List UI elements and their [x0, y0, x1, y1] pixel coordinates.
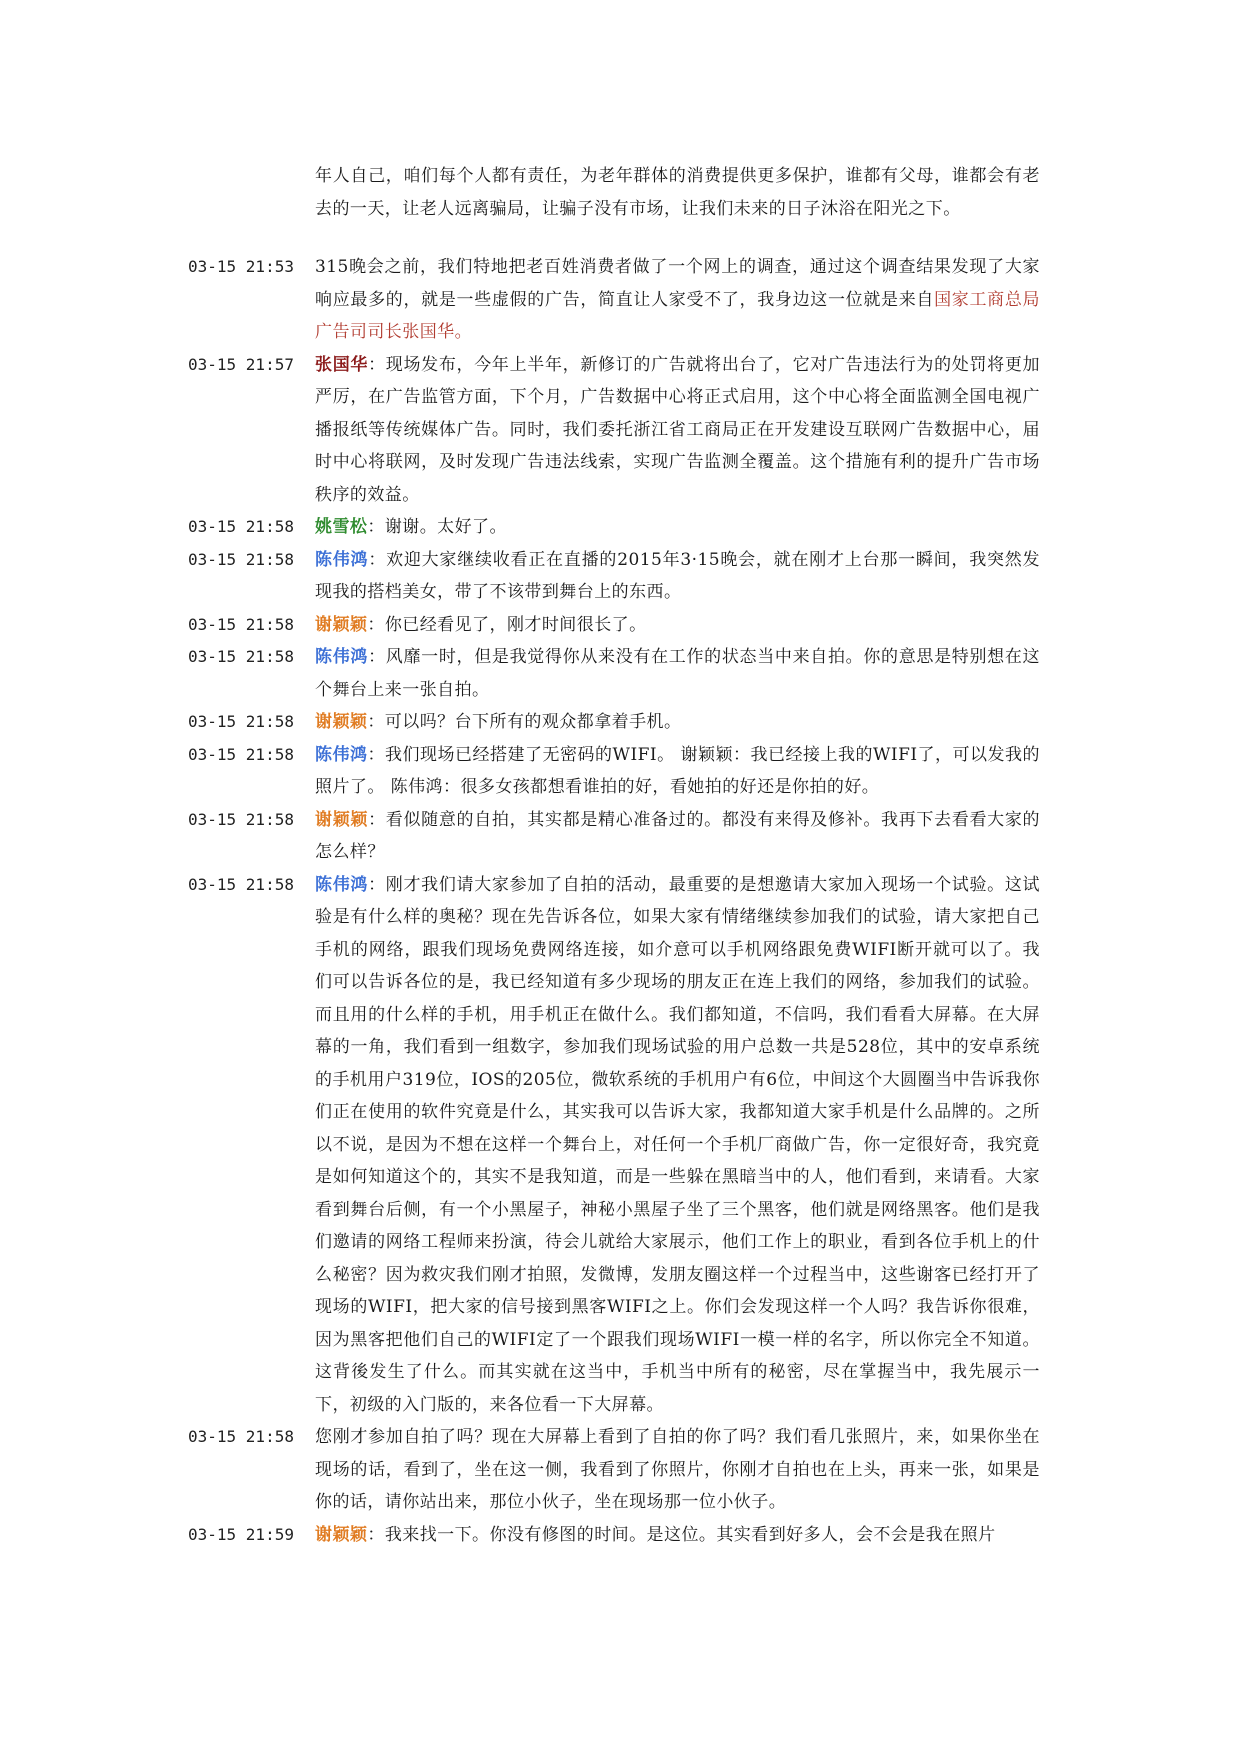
entry-timestamp: 03-15 21:59 — [188, 1524, 294, 1544]
entry-timestamp: 03-15 21:53 — [188, 257, 294, 276]
speaker-name: 陈伟鸿 — [315, 744, 368, 765]
speaker-name: 陈伟鸿 — [315, 549, 369, 570]
entry-timestamp: 03-15 21:58 — [188, 614, 294, 634]
speaker-colon: ： — [367, 614, 385, 635]
transcript-entry — [188, 160, 1040, 225]
entry-timestamp: 03-15 21:57 — [188, 354, 294, 374]
transcript-entry — [188, 804, 1040, 869]
entry-body — [315, 804, 1040, 869]
speech-text: 刚才我们请大家参加了自拍的活动，最重要的是想邀请大家加入现场一个试验。这试验是有什么样的奥秘？现在先告诉各位，如果大家有情绪继续参加我们的试验，请大家把自己手机的网络，跟我们现场免费网络连接，如介意可以手机网络跟免费WIFI断开就可以了。我们可以告诉各位的是，我已经知道有多少现场的朋友正在连上我们的网络，参加我们的试验。而且用的什么样的手机，用手机正在做什么。我们都知道，不信吗，我们看看大屏幕。在大屏幕的一角，我们看到一组数字，参加我们现场试验的用户总数一共是528位，其中的安卓系统的手机用户319位，IOS的205位，微软系统的手机用户有6位，中间这个大圆圈当中告诉我你们正在使用的软件究竟是什么，其实我可以告诉大家，我都知道大家手机是什么品牌的。之所以不说，是因为不想在这样一个舞台上，对任何一个手机厂商做广告，你一定很好奇，我究竟是如何知道这个的，其实不是我知道，而是一些躲在黑暗当中的人，他们看到，来请看。大家看到舞台后侧，有一个小黑屋子，神秘小黑屋子坐了三个黑客，他们就是网络黑客。他们是我们邀请的网络工程师来扮演，待会儿就给大家展示，他们工作上的职业，看到各位手机上的什么秘密？因为救灾我们刚才拍照，发微博，发朋友圈这样一个过程当中，这些谢客已经打开了现场的WIFI，把大家的信号接到黑客WIFI之上。你们会发现这样一个人吗？我告诉你很难，因为黑客把他们自己的WIFI定了一个跟我们现场WIFI一模一样的名字，所以你完全不知道。这背後发生了什么。而其实就在这当中，手机当中所有的秘密，尽在掌握当中，我先展示一下，初级的入门版的，来各位看一下大屏幕。 — [315, 874, 1041, 1415]
speaker-colon: ： — [367, 712, 385, 732]
entry-body — [315, 739, 1040, 804]
transcript-entry — [188, 869, 1040, 1422]
speaker-name: 谢颖颖 — [315, 809, 369, 830]
transcript-entry — [188, 739, 1040, 804]
transcript-entry — [188, 641, 1040, 706]
speech-text: 看似随意的自拍，其实都是精心准备过的。都没有来得及修补。我再下去看看大家的怎么样？ — [315, 809, 1041, 862]
speaker-name: 谢颖颖 — [315, 1524, 368, 1545]
speech-text: 您刚才参加自拍了吗？现在大屏幕上看到了自拍的你了吗？我们看几张照片，来，如果你坐在现场的话，看到了，坐在这一侧，我看到了你照片，你刚才自拍也在上头，再来一张，如果是你的话，请你站出来，那位小伙子，坐在现场那一位小伙子。 — [315, 1427, 1040, 1512]
speaker-colon: ： — [367, 1524, 385, 1545]
transcript-entry — [188, 349, 1040, 512]
entry-body — [315, 609, 1040, 642]
transcript-entry — [188, 609, 1040, 642]
entry-timestamp: 03-15 21:58 — [188, 712, 294, 731]
speaker-colon: ： — [368, 549, 387, 570]
speaker-colon: ： — [367, 517, 385, 537]
transcript-list — [188, 160, 1040, 1551]
speech-text: 我们现场已经搭建了无密码的WIFI。 谢颖颖：我已经接上我的WIFI了，可以发我的照片了。 陈伟鸿：很多女孩都想看谁拍的好，看她拍的好还是你拍的好。 — [315, 744, 1041, 797]
entry-body — [315, 1421, 1040, 1519]
speaker-name: 谢颖颖 — [315, 614, 368, 635]
speaker-colon: ： — [368, 354, 386, 375]
speech-text: 你已经看见了，刚才时间很长了。 — [384, 614, 647, 635]
speech-text: 我来找一下。你没有修图的时间。是这位。其实看到好多人，会不会是我在照片 — [384, 1524, 996, 1545]
entry-timestamp: 03-15 21:58 — [188, 517, 294, 536]
speaker-colon: ： — [368, 809, 386, 830]
entry-timestamp: 03-15 21:58 — [188, 744, 294, 764]
speech-text: 年人自己，咱们每个人都有责任，为老年群体的消费提供更多保护，谁都有父母，谁都会有老去的一天，让老人远离骗局，让骗子没有市场，让我们未来的日子沐浴在阳光之下。 — [315, 166, 1040, 219]
speaker-name: 张国华 — [315, 354, 369, 375]
entry-body — [315, 869, 1040, 1422]
speaker-name: 陈伟鸿 — [315, 874, 369, 895]
speech-text: 欢迎大家继续收看正在直播的2015年3·15晚会，就在刚才上台那一瞬间，我突然发现我的搭档美女，带了不该带到舞台上的东西。 — [315, 549, 1040, 602]
entry-body — [315, 1519, 1040, 1552]
entry-body — [315, 511, 1040, 544]
entry-body — [315, 641, 1040, 706]
entry-timestamp: 03-15 21:58 — [188, 809, 294, 829]
speech-text: 谢谢。太好了。 — [384, 517, 507, 537]
transcript-entry — [188, 706, 1040, 739]
speaker-colon: ： — [368, 647, 386, 667]
entry-timestamp: 03-15 21:58 — [188, 874, 294, 894]
transcript-entry — [188, 1421, 1040, 1519]
speaker-name: 姚雪松 — [315, 517, 368, 537]
transcript-entry — [188, 1519, 1040, 1552]
speaker-colon: ： — [368, 874, 386, 895]
speech-text: 315晚会之前，我们特地把老百姓消费者做了一个网上的调查，通过这个调查结果发现了大家响应最多的，就是一些虚假的广告，简直让人家受不了，我身边这一位就是来自 — [315, 257, 1040, 310]
speaker-colon: ： — [367, 744, 386, 765]
highlighted-name: 国家工商总局广告司司长张国华。 — [315, 289, 1041, 342]
entry-timestamp: 03-15 21:58 — [188, 647, 294, 666]
entry-body — [315, 544, 1040, 609]
speech-text: 可以吗？台下所有的观众都拿着手机。 — [384, 712, 682, 732]
speaker-name: 谢颖颖 — [315, 712, 368, 732]
speech-text: 现场发布，今年上半年，新修订的广告就将出台了，它对广告违法行为的处罚将更加严厉，在广告监管方面，下个月，广告数据中心将正式启用，这个中心将全面监测全国电视广播报纸等传统媒体广告。同时，我们委托浙江省工商局正在开发建设互联网广告数据中心，届时中心将联网，及时发现广告违法线索，实现广告监测全覆盖。这个措施有利的提升广告市场秩序的效益。 — [315, 354, 1041, 505]
speech-text: 风靡一时，但是我觉得你从来没有在工作的状态当中来自拍。你的意思是特别想在这个舞台上来一张自拍。 — [315, 647, 1041, 700]
transcript-entry — [188, 511, 1040, 544]
entry-body — [315, 251, 1040, 349]
speaker-name: 陈伟鸿 — [315, 647, 369, 667]
transcript-entry — [188, 544, 1040, 609]
entry-timestamp: 03-15 21:58 — [188, 549, 294, 569]
entry-body — [315, 706, 1040, 739]
entry-body — [315, 349, 1040, 512]
entry-timestamp: 03-15 21:58 — [188, 1427, 294, 1446]
transcript-entry — [188, 251, 1040, 349]
entry-body — [315, 160, 1040, 225]
